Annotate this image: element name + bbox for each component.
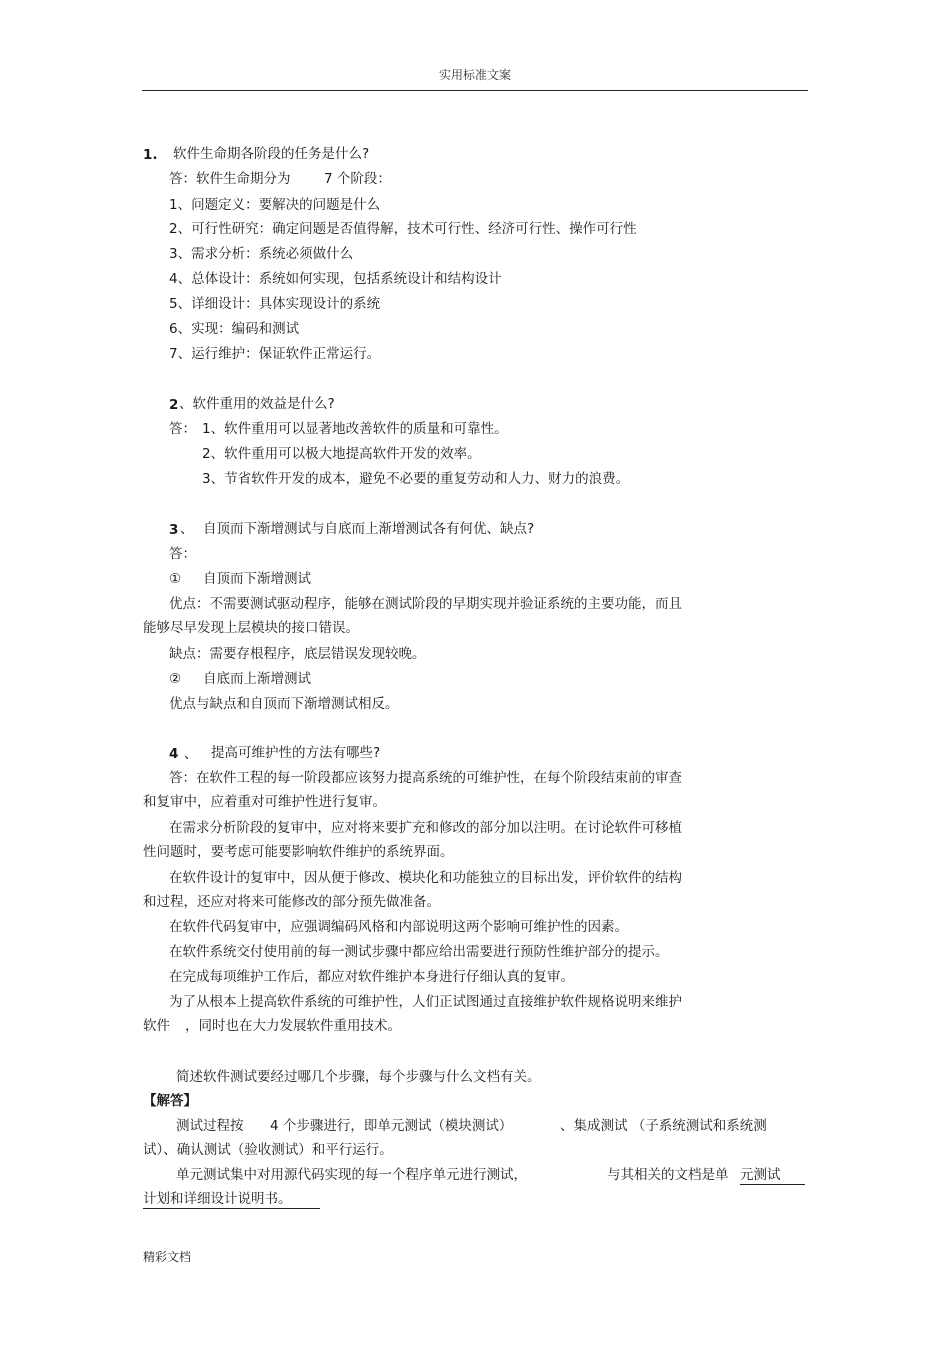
q3-answer-label: 答：: [169, 546, 196, 562]
q3-item2-text: 优点与缺点和自顶而下渐增测试相反。: [169, 696, 399, 712]
q4-paragraph: 答：在软件工程的每一阶段都应该努力提高系统的可维护性，在每个阶段结束前的审查: [169, 770, 682, 786]
q2-answer-item: 2、软件重用可以极大地提高软件开发的效率。: [202, 446, 481, 462]
page-footer: 精彩文档: [143, 1250, 192, 1264]
q1-stage-item: 1、问题定义：要解决的问题是什么: [169, 197, 381, 213]
q2-number: 2: [169, 397, 179, 413]
page-header-title: 实用标准文案: [438, 68, 511, 82]
q1-answer-intro-a: 答：软件生命期分为: [169, 171, 291, 187]
q4-paragraph: 在需求分析阶段的复审中，应对将来要扩充和修改的部分加以注明。在讨论软件可移植: [169, 820, 682, 836]
q2-answer-item: 3、节省软件开发的成本，避免不必要的重复劳动和人力、财力的浪费。: [202, 471, 630, 487]
q1-number: 1.: [143, 147, 158, 163]
q4-paragraph: 在软件系统交付使用前的每一测试步骤中都应给出需要进行预防性维护部分的提示。: [169, 944, 669, 960]
q5-text: 试）、确认测试（验收测试）和平行运行。: [143, 1142, 393, 1158]
q1-stage-item: 3、需求分析：系统必须做什么: [169, 246, 354, 262]
q1-stage-item: 7、运行维护：保证软件正常运行。: [169, 346, 381, 362]
q5-underlined-line: [143, 1193, 320, 1209]
q3-item1-cons: 缺点：需要存根程序，底层错误发现较晚。: [169, 646, 426, 662]
q3-item1-pros-cont: 能够尽早发现上层模块的接口错误。: [143, 620, 359, 636]
q3-item2-title: 自底而上渐增测试: [203, 671, 311, 687]
header-divider: [142, 90, 808, 91]
q5-text: 与其相关的文档是单: [607, 1167, 729, 1183]
q5-text: 4 个步骤进行，即单元测试（模块测试）: [270, 1118, 513, 1134]
q4-paragraph: 在软件设计的复审中，因从便于修改、模块化和功能独立的目标出发，评价软件的结构: [169, 870, 682, 886]
q3-item2-mark: ②: [169, 671, 182, 687]
q1-answer-intro-b: 7 个阶段：: [324, 171, 391, 187]
q5-underlined-text: 计划和详细设计说明书。: [143, 1193, 320, 1209]
q4-paragraph-cont: ，同时也在大力发展软件重用技术。: [185, 1018, 401, 1034]
q4-paragraph: 在软件代码复审中，应强调编码风格和内部说明这两个影响可维护性的因素。: [169, 919, 628, 935]
q2-answer-item: 1、软件重用可以显著地改善软件的质量和可靠性。: [202, 421, 508, 437]
q2-question: 、软件重用的效益是什么?: [179, 396, 335, 412]
q3-item1-title: 自顶而下渐增测试: [203, 571, 311, 587]
q4-paragraph-cont: 性问题时，要考虑可能要影响软件维护的系统界面。: [143, 844, 454, 860]
q4-paragraph-cont: 软件: [143, 1018, 170, 1034]
q1-stage-item: 2、可行性研究：确定问题是否值得解，技术可行性、经济可行性、操作可行性: [169, 221, 637, 237]
q3-item1-mark: ①: [169, 571, 182, 587]
q5-answer-label: 【解答】: [143, 1093, 197, 1109]
q3-separator: 、: [180, 521, 194, 537]
q3-number: 3: [169, 522, 179, 538]
q5-text: 单元测试集中对用源代码实现的每一个程序单元进行测试，: [176, 1167, 527, 1183]
q4-paragraph: 为了从根本上提高软件系统的可维护性，人们正试图通过直接维护软件规格说明来维护: [169, 994, 682, 1010]
q1-stage-item: 4、总体设计：系统如何实现，包括系统设计和结构设计: [169, 271, 502, 287]
q1-stage-item: 6、实现：编码和测试: [169, 321, 300, 337]
q5-underlined-text: 元测试: [740, 1169, 805, 1185]
q4-paragraph-cont: 和复审中，应着重对可维护性进行复审。: [143, 794, 386, 810]
q4-number: 4: [169, 746, 179, 762]
q2-answer-label: 答：: [169, 421, 196, 437]
q4-paragraph: 在完成每项维护工作后，都应对软件维护本身进行仔细认真的复审。: [169, 969, 574, 985]
q1-stage-item: 5、详细设计：具体实现设计的系统: [169, 296, 381, 312]
q5-question: 简述软件测试要经过哪几个步骤，每个步骤与什么文档有关。: [176, 1069, 541, 1085]
q3-item1-pros: 优点：不需要测试驱动程序，能够在测试阶段的早期实现并验证系统的主要功能，而且: [169, 596, 682, 612]
q4-paragraph-cont: 和过程，还应对将来可能修改的部分预先做准备。: [143, 894, 440, 910]
q5-text: 测试过程按: [176, 1118, 244, 1134]
q5-text: 、集成测试 （子系统测试和系统测: [560, 1118, 767, 1134]
q3-question: 自顶而下渐增测试与自底而上渐增测试各有何优、缺点?: [203, 521, 535, 537]
q5-underlined-segment: [740, 1169, 805, 1185]
q4-question: 提高可维护性的方法有哪些?: [211, 745, 381, 761]
q4-separator: 、: [184, 746, 198, 762]
q1-question: 软件生命期各阶段的任务是什么?: [173, 146, 370, 162]
